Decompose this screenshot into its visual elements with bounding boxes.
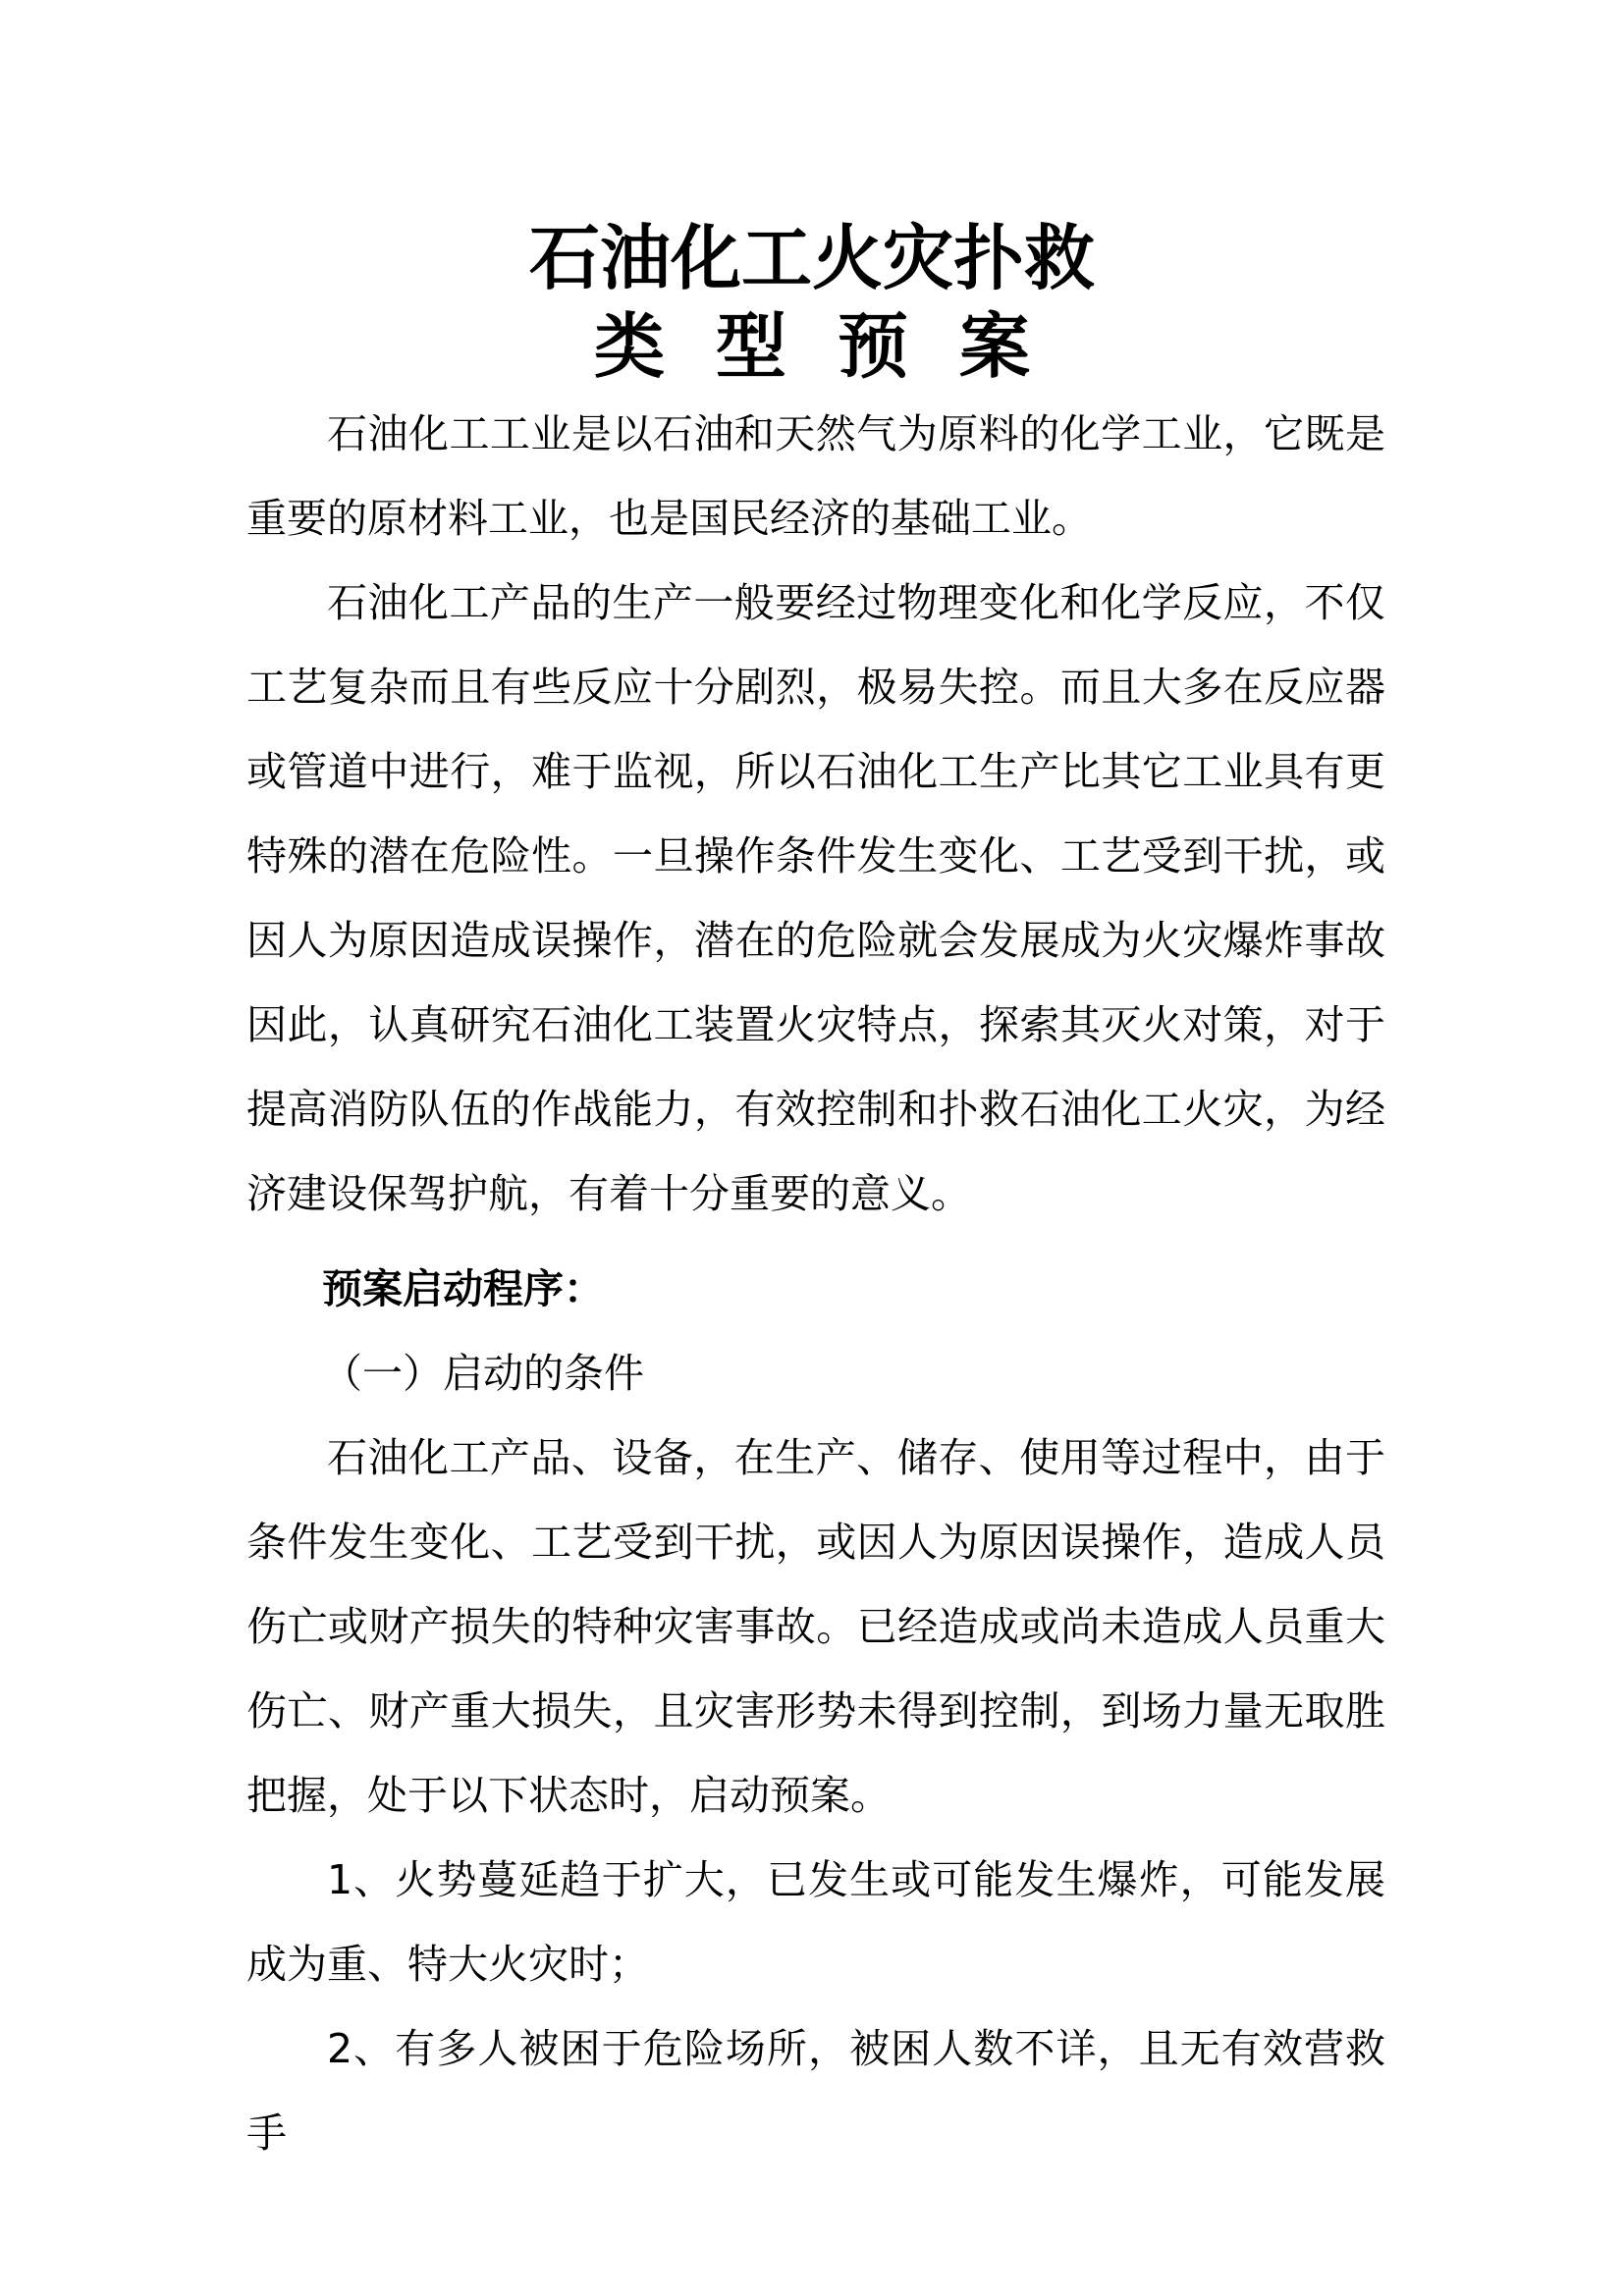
conditions-paragraph: 石油化工产品、设备，在生产、储存、使用等过程中，由于条件发生变化、工艺受到干扰，或因人为原因误操作，造成人员伤亡或财产损失的特种灾害事故。已经造成或尚未造成人员重大伤亡、财产重大损失，且灾害形势未得到控制，到场力量无取胜把握，处于以下状态时，启动预案。 [246,1434,1385,1819]
condition-item-1: 1、火势蔓延趋于扩大，已发生或可能发生爆炸，可能发展成为重、特大火灾时； [246,1856,1385,1988]
condition-item-2: 2、有多人被困于危险场所，被困人数不详，且无有效营救手 [246,2025,1385,2157]
document-title-line-1: 石油化工火灾扑救 [528,217,1095,299]
document-title-line-2: 类型预案 [593,305,1081,388]
intro-paragraph-2: 石油化工产品的生产一般要经过物理变化和化学反应，不仅工艺复杂而且有些反应十分剧烈，极易失控。而且大多在反应器或管道中进行，难于监视，所以石油化工生产比其它工业具有更特殊的潜在危险性。一旦操作条件发生变化、工艺受到干扰，或因人为原因造成误操作，潜在的危险就会发展成为火灾爆炸事故因此，认真研究石油化工装置火灾特点，探索其灭火对策，对于提高消防队伍的作战能力，有效控制和扑救石油化工火灾，为经济建设保驾护航，有着十分重要的意义。 [246,579,1385,1217]
section-heading: 预案启动程序： [322,1265,604,1312]
intro-paragraph-1: 石油化工工业是以石油和天然气为原料的化学工业，它既是重要的原材料工业，也是国民经济的基础工业。 [246,410,1385,542]
subsection-heading: （一）启动的条件 [322,1350,644,1397]
